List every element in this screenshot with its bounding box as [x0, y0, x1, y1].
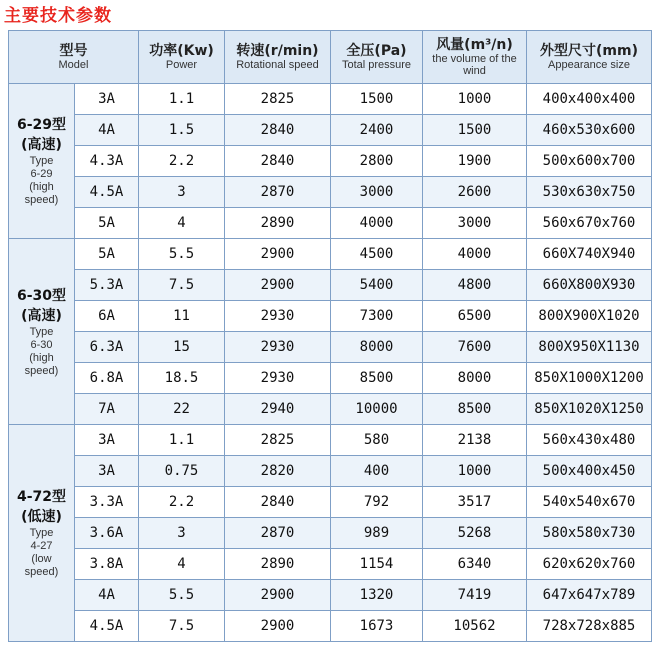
- cell-power: 3: [139, 177, 225, 208]
- cell-model: 3A: [75, 456, 139, 487]
- table-row: [9, 580, 652, 611]
- cell-speed: 2940: [225, 394, 331, 425]
- cell-size: 620x620x760: [527, 549, 652, 580]
- cell-size: 647x647x789: [527, 580, 652, 611]
- cell-size: 460x530x600: [527, 115, 652, 146]
- group-label-en: speed): [24, 364, 59, 377]
- cell-power: 15: [139, 332, 225, 363]
- cell-power: 2.2: [139, 146, 225, 177]
- cell-wind: 4000: [423, 239, 527, 270]
- spec-table: [8, 30, 652, 642]
- cell-size: 660X740X940: [527, 239, 652, 270]
- cell-model: 4A: [75, 115, 139, 146]
- table-body: [9, 84, 652, 642]
- cell-size: 800X900X1020: [527, 301, 652, 332]
- cell-model: 3A: [75, 84, 139, 115]
- cell-pressure: 2400: [331, 115, 423, 146]
- cell-wind: 5268: [423, 518, 527, 549]
- group-type-cn: 6-29型: [16, 117, 67, 133]
- cell-wind: 2600: [423, 177, 527, 208]
- group-label-en: Type: [29, 325, 54, 338]
- cell-power: 1.1: [139, 425, 225, 456]
- cell-size: 580x580x730: [527, 518, 652, 549]
- group-label-en: (high: [29, 181, 54, 193]
- cell-size: 540x540x670: [527, 487, 652, 518]
- cell-wind: 10562: [423, 611, 527, 642]
- table-row: [9, 332, 652, 363]
- cell-wind: 3000: [423, 208, 527, 239]
- page-title: 主要技术参数: [4, 6, 112, 26]
- table-row: [9, 177, 652, 208]
- cell-size: 500x400x450: [527, 456, 652, 487]
- header-size: 外型尺寸(mm) Appearance size: [527, 31, 652, 84]
- cell-size: 560x430x480: [527, 425, 652, 456]
- cell-speed: 2840: [225, 487, 331, 518]
- cell-speed: 2840: [225, 146, 331, 177]
- cell-speed: 2930: [225, 363, 331, 394]
- cell-speed: 2890: [225, 208, 331, 239]
- cell-speed: 2820: [225, 456, 331, 487]
- cell-model: 3A: [75, 425, 139, 456]
- cell-wind: 7600: [423, 332, 527, 363]
- cell-pressure: 3000: [331, 177, 423, 208]
- cell-pressure: 4500: [331, 239, 423, 270]
- cell-pressure: 1154: [331, 549, 423, 580]
- cell-power: 5.5: [139, 580, 225, 611]
- cell-pressure: 8500: [331, 363, 423, 394]
- cell-pressure: 2800: [331, 146, 423, 177]
- cell-speed: 2825: [225, 425, 331, 456]
- cell-pressure: 400: [331, 456, 423, 487]
- cell-power: 2.2: [139, 487, 225, 518]
- group-label-en: Type: [29, 527, 54, 539]
- header-model: 型号 Model: [9, 31, 139, 84]
- table-row: [9, 115, 652, 146]
- header-row: [9, 31, 652, 84]
- cell-pressure: 5400: [331, 270, 423, 301]
- table-row: [9, 208, 652, 239]
- cell-power: 4: [139, 208, 225, 239]
- table-row: [9, 146, 652, 177]
- cell-size: 850X1000X1200: [527, 363, 652, 394]
- table-row: [9, 301, 652, 332]
- table-row: [9, 518, 652, 549]
- group-speed-cn: (高速): [21, 137, 62, 153]
- cell-wind: 1000: [423, 456, 527, 487]
- cell-power: 22: [139, 394, 225, 425]
- table-row: [9, 611, 652, 642]
- cell-wind: 4800: [423, 270, 527, 301]
- cell-size: 560x670x760: [527, 208, 652, 239]
- cell-pressure: 1500: [331, 84, 423, 115]
- table-row: [9, 487, 652, 518]
- header-speed: 转速(r/min) Rotational speed: [225, 31, 331, 84]
- cell-wind: 3517: [423, 487, 527, 518]
- cell-power: 1.5: [139, 115, 225, 146]
- cell-speed: 2870: [225, 177, 331, 208]
- cell-pressure: 7300: [331, 301, 423, 332]
- cell-size: 728x728x885: [527, 611, 652, 642]
- cell-wind: 1000: [423, 84, 527, 115]
- cell-speed: 2825: [225, 84, 331, 115]
- cell-power: 0.75: [139, 456, 225, 487]
- group-speed-cn: (高速): [21, 307, 62, 324]
- cell-model: 3.8A: [75, 549, 139, 580]
- cell-power: 5.5: [139, 239, 225, 270]
- cell-wind: 1500: [423, 115, 527, 146]
- group-type-cn: 6-30型: [16, 287, 67, 304]
- group-label-en: Type: [29, 155, 54, 167]
- cell-model: 4A: [75, 580, 139, 611]
- table-row: [9, 456, 652, 487]
- cell-speed: 2900: [225, 239, 331, 270]
- cell-speed: 2890: [225, 549, 331, 580]
- cell-model: 4.3A: [75, 146, 139, 177]
- header-pressure: 全压(Pa) Total pressure: [331, 31, 423, 84]
- cell-pressure: 1673: [331, 611, 423, 642]
- cell-pressure: 8000: [331, 332, 423, 363]
- cell-model: 7A: [75, 394, 139, 425]
- cell-speed: 2900: [225, 611, 331, 642]
- cell-size: 850X1020X1250: [527, 394, 652, 425]
- cell-size: 500x600x700: [527, 146, 652, 177]
- group-label-en: 4-27: [30, 540, 53, 552]
- cell-model: 3.6A: [75, 518, 139, 549]
- group-label-en: 6-30: [30, 338, 53, 351]
- cell-power: 4: [139, 549, 225, 580]
- cell-pressure: 792: [331, 487, 423, 518]
- cell-wind: 7419: [423, 580, 527, 611]
- cell-speed: 2900: [225, 580, 331, 611]
- cell-wind: 8000: [423, 363, 527, 394]
- cell-pressure: 989: [331, 518, 423, 549]
- cell-model: 6A: [75, 301, 139, 332]
- cell-wind: 6340: [423, 549, 527, 580]
- table-row: [9, 270, 652, 301]
- cell-wind: 1900: [423, 146, 527, 177]
- cell-wind: 6500: [423, 301, 527, 332]
- header-wind: 风量(m³/n) the volume of the wind: [423, 31, 527, 84]
- cell-model: 5.3A: [75, 270, 139, 301]
- cell-power: 7.5: [139, 611, 225, 642]
- group-type-cn: 4-72型: [16, 489, 67, 505]
- table-row: [9, 425, 652, 456]
- cell-pressure: 1320: [331, 580, 423, 611]
- table-row: [9, 394, 652, 425]
- group-speed-cn: (低速): [21, 509, 62, 525]
- group-label: [9, 425, 75, 642]
- cell-power: 1.1: [139, 84, 225, 115]
- cell-speed: 2900: [225, 270, 331, 301]
- table-row: [9, 363, 652, 394]
- table-row: [9, 549, 652, 580]
- cell-pressure: 4000: [331, 208, 423, 239]
- cell-model: 6.3A: [75, 332, 139, 363]
- cell-size: 530x630x750: [527, 177, 652, 208]
- table-row: [9, 84, 652, 115]
- group-label-en: (low: [31, 553, 52, 565]
- table-row: [9, 239, 652, 270]
- cell-speed: 2930: [225, 301, 331, 332]
- cell-size: 400x400x400: [527, 84, 652, 115]
- cell-power: 11: [139, 301, 225, 332]
- cell-model: 3.3A: [75, 487, 139, 518]
- cell-model: 5A: [75, 239, 139, 270]
- cell-model: 4.5A: [75, 177, 139, 208]
- group-label: [9, 84, 75, 239]
- header-power: 功率(Kw) Power: [139, 31, 225, 84]
- group-label-en: (high: [29, 351, 54, 364]
- cell-power: 3: [139, 518, 225, 549]
- cell-speed: 2840: [225, 115, 331, 146]
- group-label-en: speed): [24, 194, 59, 206]
- group-label-en: speed): [24, 566, 59, 578]
- cell-model: 6.8A: [75, 363, 139, 394]
- group-label-en: 6-29: [30, 168, 53, 180]
- group-label: [9, 239, 75, 425]
- cell-speed: 2870: [225, 518, 331, 549]
- cell-size: 800X950X1130: [527, 332, 652, 363]
- cell-wind: 2138: [423, 425, 527, 456]
- cell-pressure: 580: [331, 425, 423, 456]
- cell-power: 18.5: [139, 363, 225, 394]
- cell-size: 660X800X930: [527, 270, 652, 301]
- cell-pressure: 10000: [331, 394, 423, 425]
- cell-power: 7.5: [139, 270, 225, 301]
- cell-wind: 8500: [423, 394, 527, 425]
- cell-speed: 2930: [225, 332, 331, 363]
- cell-model: 5A: [75, 208, 139, 239]
- cell-model: 4.5A: [75, 611, 139, 642]
